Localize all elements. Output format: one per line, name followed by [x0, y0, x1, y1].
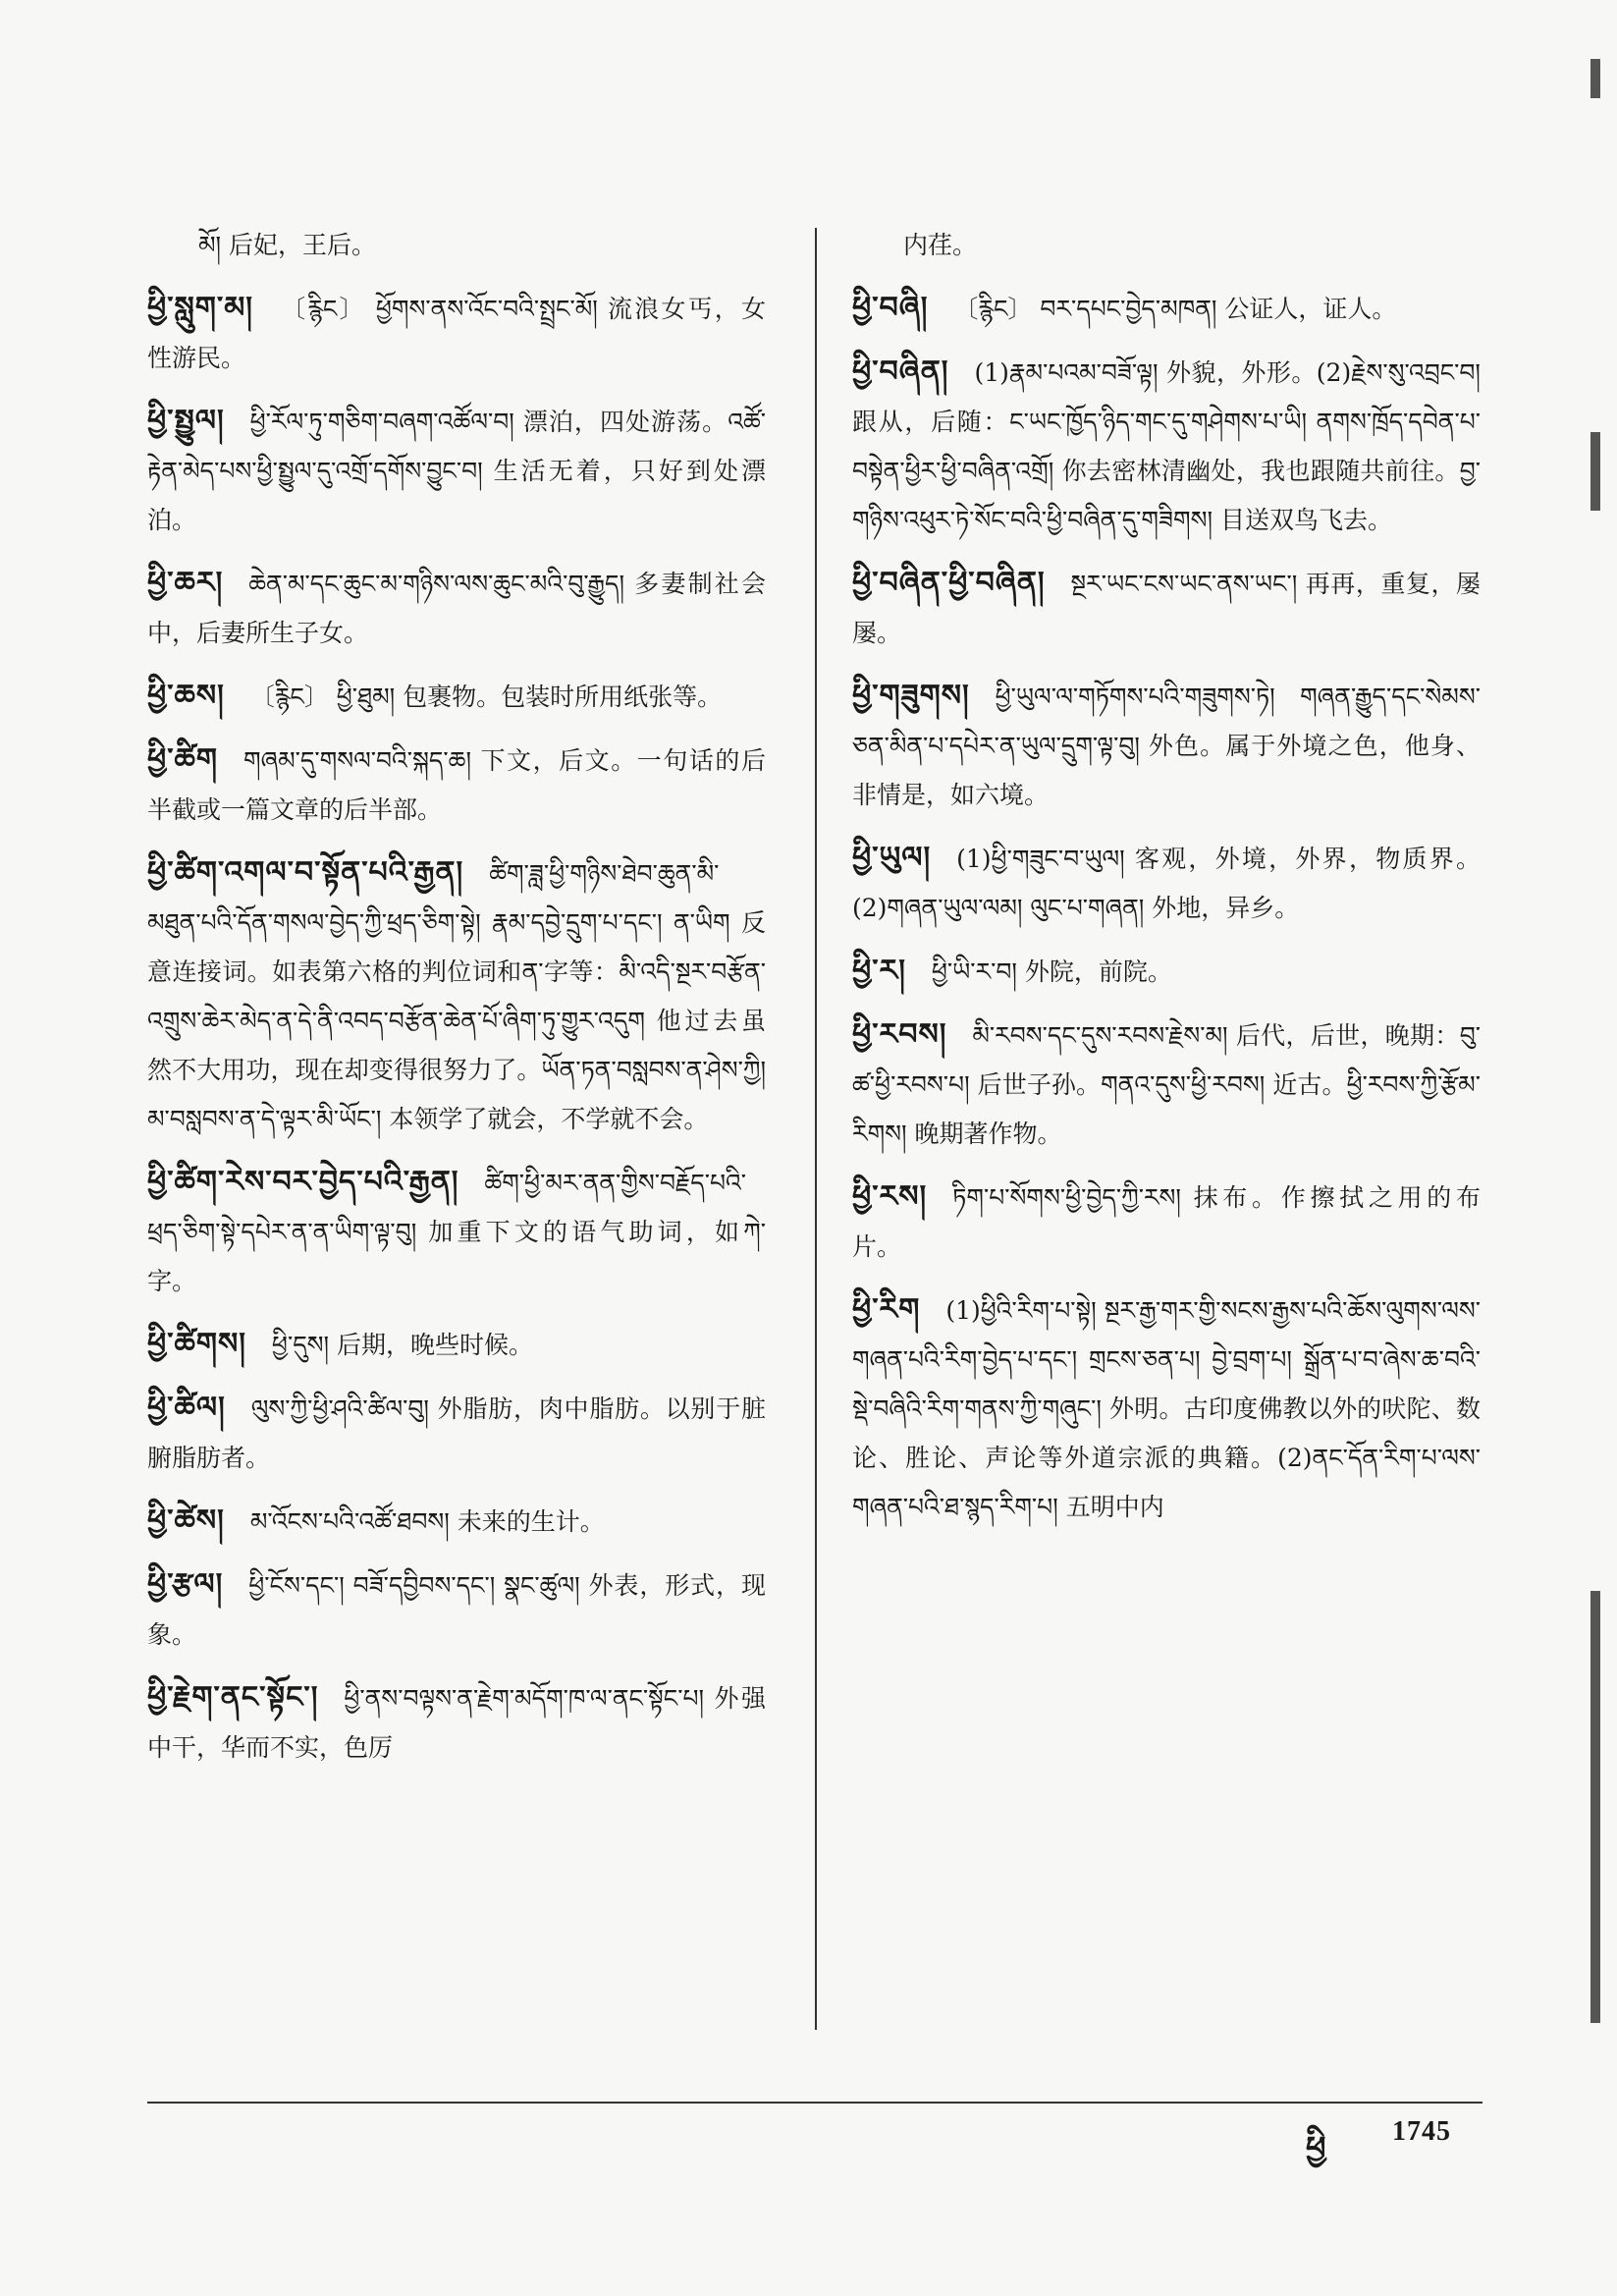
entry-headword: ཕྱི་སྤྱུལ། [147, 404, 225, 438]
dictionary-entry [147, 1320, 766, 1370]
dictionary-entry [147, 1384, 766, 1483]
entry-headword: ཕྱི་ཡུལ། [852, 841, 932, 875]
entry-body [852, 1011, 1481, 1159]
entry-definition: ཕྱི་ནས་བལྟས་ན་རྗེག་མདོག་ཁ་ལ་ནང་སྟོང་པ། 外强中干，华而不实，色厉 [147, 1684, 766, 1762]
dictionary-entry [852, 834, 1481, 933]
entry-headword: ཕྱི་རྩལ། [147, 1567, 224, 1602]
entry-headword: ཕྱི་ར། [852, 954, 906, 988]
entry-headword: ཕྱི་ཚེས། [147, 1503, 225, 1538]
dictionary-entry [147, 1497, 766, 1547]
entry-definition: ལུས་ཀྱི་ཕྱི་ཤའི་ཚིལ་བུ། 外脂肪，肉中脂肪。以别于脏腑脂肪者。 [147, 1394, 766, 1472]
dictionary-entry [147, 848, 766, 1144]
entry-definition: (1)རྣམ་པའམ་བཟོ་ལྟ། 外貌，外形。(2)རྗེས་སུ་འབྲང་བ། 跟从，后随：ང་ཡང་ཁྱོད་ཉིད་གང་དུ་གཤེགས་པ་ཡི། ནགས་ཁྲོད་དབེན་པ་བསྟེན་ཕྱིར་ཕྱི་བཞིན་འགྲོ། 你去密林清幽处，我也跟随共前往。བྱ་གཉིས་འཕུར་ཏེ་སོང་བའི་ཕྱི་བཞིན་དུ་གཟིགས། 目送双鸟飞去。 [852, 358, 1481, 534]
dictionary-entry [852, 348, 1481, 545]
dictionary-entry [147, 1560, 766, 1660]
entry-body [147, 221, 766, 270]
page-number: 1745 [1392, 2116, 1451, 2147]
dictionary-entry [147, 559, 766, 658]
entry-body [147, 1320, 766, 1370]
entry-definition: མ་འོངས་པའི་འཚོ་ཐབས། 未来的生计。 [249, 1507, 605, 1536]
entry-body [147, 284, 766, 383]
entry-headword: ཕྱི་ཚིག་རེས་བར་བྱེད་པའི་རྒྱན། [147, 1165, 459, 1199]
entry-headword: ཕྱི་ཚིག་འགལ་བ་སྟོན་པའི་རྒྱན། [147, 855, 464, 890]
entry-definition: ཚིག་ཟླ་ཕྱི་གཉིས་ཐེབ་ཆུན་མི་མཐུན་པའི་དོན་གསལ་བྱེད་ཀྱི་ཕྲད་ཅིག་སྟེ། རྣམ་དབྱེ་དྲུག་པ་དང་། ན་ཡིག 反意连接词。如表第六格的判位词和ན་字等：མི་འདི་སྔར་བརྩོན་འགྲུས་ཆེར་མེད་ན་དེ་ནི་འབད་བརྩོན་ཆེན་པོ་ཞིག་ཏུ་གྱུར་འདུག 他过去虽然不大用功，现在却变得很努力了。ཡོན་ཏན་བསླབས་ན་ཤེས་ཀྱི། མ་བསླབས་ན་དེ་ལྟར་མི་ཡོང་། 本领学了就会，不学就不会。 [147, 859, 766, 1133]
dictionary-entry [147, 284, 766, 383]
dictionary-entry [852, 947, 1481, 997]
entry-headword: ཕྱི་སླུག་མ། [147, 291, 253, 325]
entry-definition: 〔རྙིང〕 ཕྱོགས་ནས་འོང་བའི་སྤྲང་མོ། 流浪女丐，女性游民。 [147, 295, 766, 372]
entry-headword: ཕྱི་ཚིག [147, 742, 219, 777]
dictionary-entry [147, 1673, 766, 1773]
dictionary-entry [147, 736, 766, 835]
entry-definition: ཆེན་མ་དང་ཆུང་མ་གཉིས་ལས་ཆུང་མའི་བུ་རྒྱུད། 多妻制社会中，后妻所生子女。 [147, 570, 766, 647]
entry-definition: གཞམ་དུ་གསལ་བའི་སྐད་ཆ། 下文，后文。一句话的后半截或一篇文章的后半部。 [147, 746, 766, 824]
dictionary-entry [852, 672, 1481, 820]
dictionary-entry [852, 221, 1481, 270]
entry-definition: ཚིག་ཕྱི་མར་ནན་གྱིས་བརྗོད་པའི་ཕྲད་ཅིག་སྟེ་དཔེར་ན་ན་ཡིག་ལྟ་བུ། 加重下文的语气助词，如ཀེ་字。 [147, 1169, 766, 1295]
dictionary-entry [147, 1158, 766, 1306]
entry-headword: ཕྱི་རྗེག་ནང་སྟོང་། [147, 1680, 319, 1715]
entry-body [147, 672, 766, 722]
edge-mark [1590, 432, 1600, 511]
entry-body [147, 736, 766, 835]
entry-definition: ཕྱི་ངོས་དང་། བཟོ་དབྱིབས་དང་། སྣང་ཚུལ། 外表，形式，现象。 [147, 1571, 766, 1649]
dictionary-entry [147, 672, 766, 722]
entry-headword: ཕྱི་རས། [852, 1179, 928, 1214]
entry-body [147, 1158, 766, 1306]
entry-body [852, 834, 1481, 933]
edge-mark [1590, 1591, 1600, 2023]
entry-headword: ཕྱི་ཆར། [147, 566, 224, 600]
entry-headword: ཕྱི་རབས། [852, 1017, 947, 1052]
entry-headword: ཕྱི་ཚིལ། [147, 1391, 226, 1425]
entry-headword: ཕྱི་བཞིན། [852, 355, 949, 389]
entry-definition: ཕྱི་ཡུལ་ལ་གཏོགས་པའི་གཟུགས་ཏེ། གཞན་རྒྱུད་དང་སེམས་ཅན་མིན་པ་དཔེར་ན་ཡུལ་དྲུག་ལྟ་བུ། 外色。属于外境之色，他身、非情是，如六境。 [852, 683, 1481, 809]
entry-body [147, 848, 766, 1144]
entry-body [852, 559, 1481, 658]
entry-definition: མོ། 后妃，王后。 [198, 231, 377, 259]
entry-body [852, 947, 1481, 997]
entry-body [147, 1497, 766, 1547]
entry-body [852, 348, 1481, 545]
entry-body [852, 284, 1481, 334]
dictionary-entry [147, 221, 766, 270]
entry-definition: 内荏。 [903, 231, 978, 259]
entry-headword: ཕྱི་བཞི། [852, 291, 929, 325]
entry-body [852, 221, 1481, 270]
right-column [852, 221, 1481, 1546]
entry-body [147, 397, 766, 545]
dictionary-entry [852, 1285, 1481, 1532]
dictionary-entry [852, 559, 1481, 658]
entry-body [147, 1384, 766, 1483]
edge-mark [1590, 59, 1600, 98]
entry-body [852, 1285, 1481, 1532]
entry-definition: མི་རབས་དང་དུས་རབས་རྗེས་མ། 后代，后世，晚期：བུ་ཚ་ཕྱི་རབས་པ། 后世子孙。གནའ་དུས་ཕྱི་རབས། 近古。ཕྱི་རབས་ཀྱི་རྩོམ་རིགས། 晚期著作物。 [852, 1021, 1481, 1148]
dictionary-entry [852, 1173, 1481, 1272]
left-column [147, 221, 766, 1786]
entry-definition: (1)ཕྱིའི་རིག་པ་སྟེ། སྔར་རྒྱ་གར་གྱི་སངས་རྒྱས་པའི་ཆོས་ལུགས་ལས་གཞན་པའི་རིག་བྱེད་པ་དང་། གྲངས་ཅན་པ། བྱེ་བྲག་པ། སྒྲོན་པ་བ་ཞེས་ཆ་བའི་སྡེ་བཞིའི་རིག་གནས་ཀྱི་གཞུང་། 外明。古印度佛教以外的吠陀、数论、胜论、声论等外道宗派的典籍。(2)ནང་དོན་རིག་པ་ལས་གཞན་པའི་ཐ་སྙད་རིག་པ། 五明中内 [852, 1296, 1481, 1521]
entry-headword: ཕྱི་རིག [852, 1292, 921, 1327]
entry-headword: ཕྱི་གཟུགས། [852, 679, 970, 713]
entry-headword: ཕྱི་བཞིན་ཕྱི་བཞིན། [852, 566, 1046, 600]
entry-definition: (1)ཕྱི་གཟུང་བ་ཡུལ། 客观，外境，外界，物质界。(2)གཞན་ཡུལ་ལམ། ལུང་པ་གཞན། 外地，异乡。 [852, 845, 1481, 922]
entry-headword: ཕྱི་ཆས། [147, 679, 225, 713]
entry-definition: ཏིག་པ་སོགས་ཕྱི་བྱེད་ཀྱི་རས། 抹布。作擦拭之用的布片。 [852, 1183, 1481, 1261]
entry-body [147, 1673, 766, 1773]
dictionary-entry [852, 1011, 1481, 1159]
running-head-char: ཕྱི [1306, 2129, 1326, 2166]
entry-definition: ཕྱི་རོལ་ཏུ་གཅིག་བཞག་འཚོལ་བ། 漂泊，四处游荡。འཚོ་རྟེན་མེད་པས་ཕྱི་སྤྱུལ་དུ་འགྲོ་དགོས་བྱུང་བ། 生活无着，只好到处漂泊。 [147, 408, 766, 534]
entry-definition: 〔རྙིང〕 ཕྱི་ཐུམ། 包裹物。包装时所用纸张等。 [249, 683, 723, 711]
entry-definition: 〔རྙིང〕 བར་དཔང་བྱེད་མཁན། 公证人，证人。 [953, 295, 1397, 323]
entry-definition: ཕྱི་དུས། 后期，晚些时候。 [271, 1331, 534, 1359]
footer-rule [147, 2102, 1482, 2104]
column-divider [815, 228, 817, 2030]
dictionary-entry [147, 397, 766, 545]
entry-headword: ཕྱི་ཚིགས། [147, 1327, 246, 1361]
entry-body [852, 1173, 1481, 1272]
dictionary-entry [852, 284, 1481, 334]
entry-body [147, 559, 766, 658]
entry-body [147, 1560, 766, 1660]
entry-definition: སྔར་ཡང་ངས་ཡང་ནས་ཡང་། 再再，重复，屡屡。 [852, 570, 1481, 647]
entry-definition: ཕྱི་ཡི་ར་བ། 外院，前院。 [931, 957, 1172, 986]
entry-body [852, 672, 1481, 820]
